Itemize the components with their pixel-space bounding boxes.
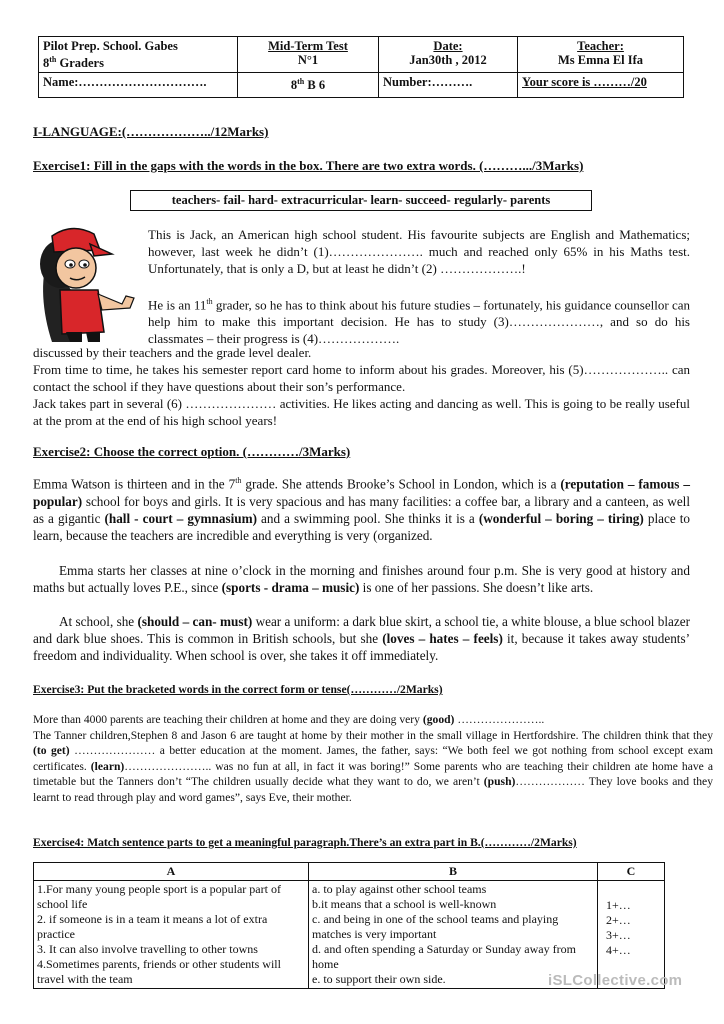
class-label: 8th B 6 [238,73,379,98]
exercise3-text: More than 4000 parents are teaching their children at home and they are doing very (good) ………………….. The Tanner children,Stephen 8 and Jason 6 are taught at home by their mother in the small village in Hertfordshire. The children think that they (to get) ………………… a better education at the moment. James, the father, says: “We both feel we got nothing from school except exam certificates. (learn)………………….. was no fun at all, in fact it was boring!” Some parents who are teaching their children ate home have a timetable but the Tanners don’t “The children usually decide what they want to do, we aren’t (push)……………… They love books and they learnt to read through play and word games”, says Eve, their mother. [33,713,714,804]
word-box: teachers- fail- hard- extracurricular- learn- succeed- regularly- parents [130,190,592,211]
student-cartoon-image [30,224,148,344]
exercise2-para1: Emma Watson is thirteen and in the 7th grade. She attends Brooke’s School in London, which is a (reputation – famous – popular) school for boys and girls. It is very spacious and has many facilities: a coffee bar, a library and a canteen, as well as a gigantic (hall - court – gymnasium) and a swimming pool. She thinks it is a (wonderful – boring – tiring) place to learn, because the teachers are incredible and everything is very (organized. [33,476,690,543]
bracket-word-push: (push) [483,775,516,789]
answer-slot[interactable]: 3+… [606,928,631,942]
b-item: b.it means that a school is well-known [312,897,497,911]
date-cell [379,37,518,73]
exercise2-para3: At school, she (should – can- must) wear a uniform: a dark blue skirt, a school tie, a white blouse, a blue school blazer and dark blue shoes. This is common in British schools, but she (loves – hates – feels) it, because it takes away students’ freedom and individuality. When school is over, she takes it off immediately. [33,614,690,664]
date-label: Date: [433,39,463,53]
answer-slot[interactable]: 2+… [606,913,631,927]
column-a-cell [34,881,309,989]
bracket-word-get: (to get) [33,744,70,758]
a-item: 2. if someone is in a team it means a lot of extra practice [37,912,268,941]
answer-slot[interactable]: 4+… [606,943,631,957]
a-item: 4.Sometimes parents, friends or other students will travel with the team [37,957,281,986]
bracket-word-learn: (learn) [90,759,125,773]
number-field[interactable]: Number:………. [379,73,518,98]
match-table [33,862,665,989]
date-value: Jan30th , 2012 [409,53,487,67]
b-item: c. and being in one of the school teams and playing matches is very important [312,912,559,941]
school-cell [39,37,238,73]
b-item: a. to play against other school teams [312,882,487,896]
a-item: 1.For many young people sport is a popular part of school life [37,882,281,911]
test-number: N°1 [297,53,319,67]
b-item: d. and often spending a Saturday or Sunday away from home [312,942,576,971]
name-field[interactable]: Name:…………………………. [39,73,238,98]
answer-slot[interactable]: 1+… [606,898,631,912]
exercise2-para2: Emma starts her classes at nine o’clock in the morning and finishes around four p.m. She is very good at history and maths but actually loves P.E., since (sports - drama – music) is one of her passions. She doesn’t like arts. [33,563,690,596]
exercise1-para2: He is an 11th grader, so he has to think about his future studies – fortunately, his guidance counsellor can help him to make this important decision. He has to study (3)…………………, and so do his classmates – their progress is (4)………………. [148,297,690,347]
school-name: Pilot Prep. School. Gabes [43,39,178,53]
option-group-2[interactable]: (hall - court – gymnasium) [104,510,257,526]
bracket-word-good: (good) [422,713,455,726]
exercise4-title: Exercise4: Match sentence parts to get a meaningful paragraph.There’s an extra part in B.(…………/2Marks) [33,836,577,849]
test-title: Mid-Term Test [268,39,348,53]
exercise1-title: Exercise1: Fill in the gaps with the words in the box. There are two extra words. (……….../3Marks) [33,158,584,173]
header-table [38,36,684,98]
option-group-5[interactable]: (should – can- must) [137,614,253,629]
score-field[interactable]: Your score is ………/20 [518,73,684,98]
exercise1-para4: Jack takes part in several (6) ………………… activities. He likes acting and dancing as well. This is going to be really useful at the prom at the end of his high school years! [33,396,690,428]
option-group-3[interactable]: (wonderful – boring – tiring) [478,510,644,526]
grade-label: 8th Graders [43,55,104,71]
teacher-label: Teacher: [577,39,624,53]
option-group-4[interactable]: (sports - drama – music) [221,580,360,596]
section-title: I-LANGUAGE:(………………../12Marks) [33,124,269,139]
teacher-cell [518,37,684,73]
a-item: 3. It can also involve travelling to other towns [37,942,258,956]
option-group-1[interactable]: (reputation – famous – popular) [33,476,690,509]
exercise1-para1: This is Jack, an American high school student. His favourite subjects are English and Mathematics; however, last week he didn’t (1)…………………. much and reached only 65% in his Maths test. Unfortunately, that is only a D, but at least he didn’t (2) ……………….! [148,227,690,276]
option-group-6[interactable]: (loves – hates – feels) [382,631,503,647]
exercise3-title: Exercise3: Put the bracketed words in the correct form or tense(…………/2Marks) [33,683,443,696]
test-cell [238,37,379,73]
exercise1-para2-end: discussed by their teachers and the grade level dealer. [33,345,312,360]
column-a-header: A [34,863,309,881]
column-c-header: C [598,863,665,881]
b-item: e. to support their own side. [312,972,446,986]
watermark: iSLCollective.com [548,972,683,989]
exercise2-title: Exercise2: Choose the correct option. (…………/3Marks) [33,444,351,459]
teacher-name: Ms Emna El Ifa [557,53,644,67]
column-b-header: B [309,863,598,881]
exercise1-para3: From time to time, he takes his semester report card home to inform about his grades. Moreover, his (5)……………….. can contact the school if they have questions about their son’s performance. [33,362,690,394]
